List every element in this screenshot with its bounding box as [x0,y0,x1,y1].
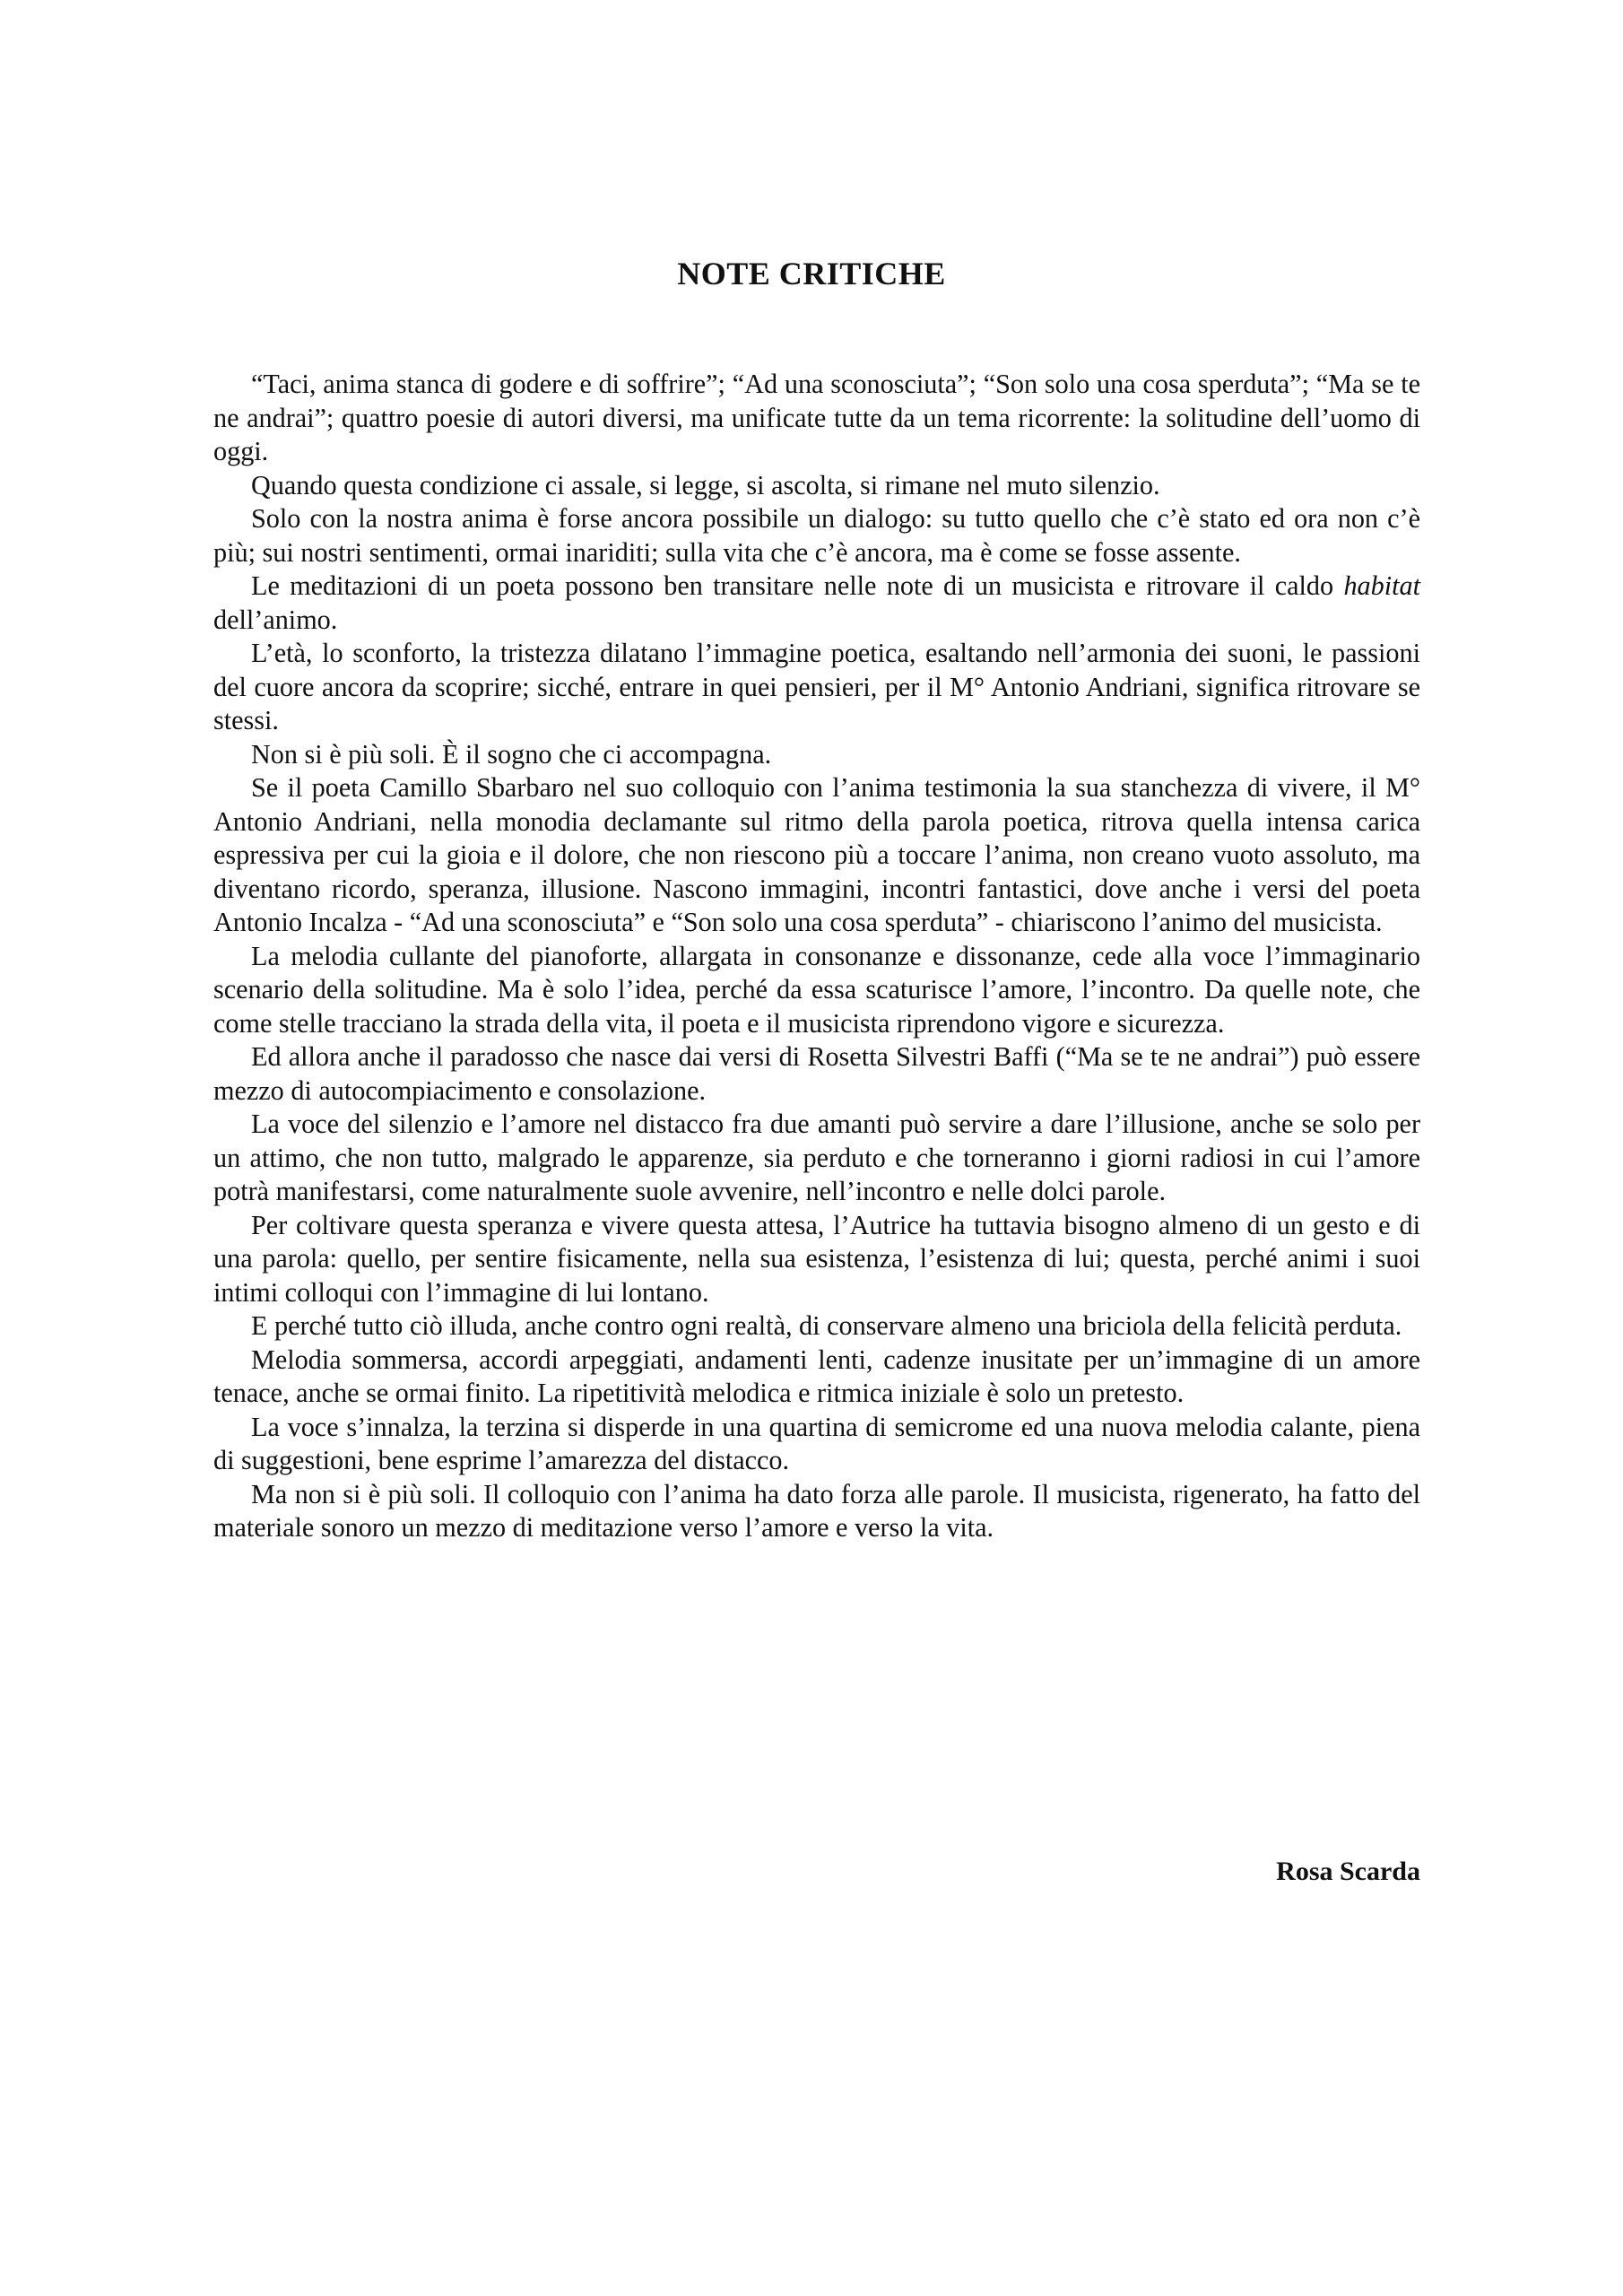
paragraph: Se il poeta Camillo Sbarbaro nel suo colloquio con l’anima testimonia la sua stanchezza di vivere, il M° Antonio Andriani, nella monodia declamante sul ritmo della parola poetica, ritrova quella intensa carica espressiva per cui la gioia e il dolore, che non riescono più a toccare l’anima, non creano vuoto assoluto, ma diventano ricordo, speranza, illusione. Nascono immagini, incontri fantastici, dove anche i versi del poeta Antonio Incalza - “Ad una sconosciuta” e “Son solo una cosa sperduta” - chiariscono l’animo del musicista. [213,772,1420,937]
author-signature: Rosa Scarda [1276,1857,1420,1886]
paragraph: La melodia cullante del pianoforte, allargata in consonanze e dissonanze, cede alla voce l’immaginario scenario della solitudine. Ma è solo l’idea, perché da essa scaturisce l’amore, l’incontro. Da quelle note, che come stelle tracciano la strada della vita, il poeta e il musicista riprendono vigore e sicurezza. [213,940,1420,1039]
paragraph: Ed allora anche il paradosso che nasce dai versi di Rosetta Silvestri Baffi (“Ma se te ne andrai”) può essere mezzo di autocompiacimento e consolazione. [213,1041,1420,1106]
paragraph: Melodia sommersa, accordi arpeggiati, andamenti lenti, cadenze inusitate per un’immagine di un amore tenace, anche se ormai finito. La ripetitività melodica e ritmica iniziale è solo un pretesto. [213,1344,1420,1408]
paragraph: Per coltivare questa speranza e vivere questa attesa, l’Autrice ha tuttavia bisogno almeno di un gesto e di una parola: quello, per sentire fisicamente, nella sua esistenza, l’esistenza di lui; questa, perché animi i suoi intimi colloqui con l’immagine di lui lontano. [213,1209,1420,1308]
paragraph: Solo con la nostra anima è forse ancora possibile un dialogo: su tutto quello che c’è stato ed ora non c’è più; sui nostri sentimenti, ormai inariditi; sulla vita che c’è ancora, ma è come se fosse assente. [213,503,1420,568]
paragraph: La voce del silenzio e l’amore nel distacco fra due amanti può servire a dare l’illusione, anche se solo per un attimo, che non tutto, malgrado le apparenze, sia perduto e che torneranno i giorni radiosi in cui l’amore potrà manifestarsi, come naturalmente suole avvenire, nell’incontro e nelle dolci parole. [213,1109,1420,1206]
italic-term: habitat [1343,570,1420,601]
paragraph-text: dell’animo. [213,604,338,635]
document-body [213,368,1420,1545]
paragraph: E perché tutto ciò illuda, anche contro ogni realtà, di conservare almeno una briciola della felicità perduta. [251,1310,1402,1341]
paragraph-text: Le meditazioni di un poeta possono ben transitare nelle note di un musicista e ritrovare il caldo [251,570,1344,601]
paragraph: Non si è più soli. È il sogno che ci accompagna. [251,738,772,770]
page-title: NOTE CRITICHE [677,256,946,291]
paragraph [213,570,1420,637]
paragraph: Ma non si è più soli. Il colloquio con l’anima ha dato forza alle parole. Il musicista, rigenerato, ha fatto del materiale sonoro un mezzo di meditazione verso l’amore e verso la vita. [213,1478,1420,1543]
paragraph: “Taci, anima stanca di godere e di soffrire”; “Ad una sconosciuta”; “Son solo una cosa sperduta”; “Ma se te ne andrai”; quattro poesie di autori diversi, ma unificate tutte da un tema ricorrente: la solitudine dell’uomo di oggi. [213,369,1420,466]
paragraph: Quando questa condizione ci assale, si legge, si ascolta, si rimane nel muto silenzio. [251,469,1160,500]
paragraph: La voce s’innalza, la terzina si disperde in una quartina di semicrome ed una nuova melodia calante, piena di suggestioni, bene esprime l’amarezza del distacco. [213,1411,1420,1475]
paragraph: L’età, lo sconforto, la tristezza dilatano l’immagine poetica, esaltando nell’armonia dei suoni, le passioni del cuore ancora da scoprire; sicché, entrare in quei pensieri, per il M° Antonio Andriani, significa ritrovare se stessi. [213,638,1420,735]
